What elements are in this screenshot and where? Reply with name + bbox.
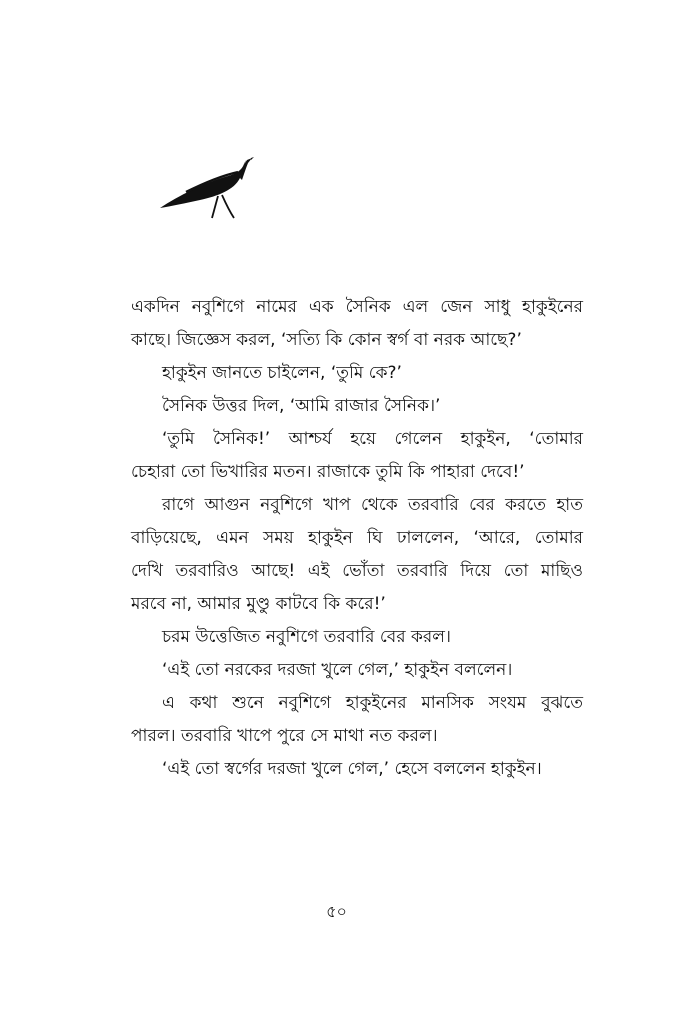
story-line: মরবে না, আমার মুণ্ডু কাটবে কি করে!’ [131, 594, 386, 614]
story-line: ‘এই তো নরকের দরজা খুলে গেল,’ হাকুইন বললেন। [162, 660, 513, 680]
story-line: বাড়িয়েছে, এমন সময় হাকুইন ঘি ঢাললেন, ‘আরে, তোমার [131, 528, 583, 548]
page-number: ৫০ [326, 902, 347, 921]
story-line: সৈনিক উত্তর দিল, ‘আমি রাজার সৈনিক।’ [162, 396, 441, 416]
story-line: কাছে। জিজ্ঞেস করল, ‘সত্যি কি কোন স্বর্গ বা নরক আছে?’ [131, 330, 522, 350]
story-line: দেখি তরবারিও আছে! এই ভোঁতা তরবারি দিয়ে তো মাছিও [131, 561, 583, 581]
story-line: একদিন নবুশিগে নামের এক সৈনিক এল জেন সাধু হাকুইনের [131, 297, 583, 317]
story-line: রাগে আগুন নবুশিগে খাপ থেকে তরবারি বের করতে হাত [162, 495, 583, 515]
story-line: চরম উত্তেজিত নবুশিগে তরবারি বের করল। [162, 627, 451, 647]
story-line: ‘তুমি সৈনিক!’ আশ্চর্য হয়ে গেলেন হাকুইন, ‘তোমার [162, 429, 583, 449]
bird-icon [158, 152, 254, 224]
story-line: চেহারা তো ভিখারির মতন। রাজাকে তুমি কি পাহারা দেবে!’ [131, 462, 525, 482]
story-text [131, 291, 583, 786]
story-line: এ কথা শুনে নবুশিগে হাকুইনের মানসিক সংযম বুঝতে [162, 693, 583, 713]
story-line: ‘এই তো স্বর্গের দরজা খুলে গেল,’ হেসে বললেন হাকুইন। [162, 759, 542, 779]
story-line: হাকুইন জানতে চাইলেন, ‘তুমি কে?’ [162, 363, 402, 383]
story-line: পারল। তরবারি খাপে পুরে সে মাথা নত করল। [131, 726, 438, 746]
